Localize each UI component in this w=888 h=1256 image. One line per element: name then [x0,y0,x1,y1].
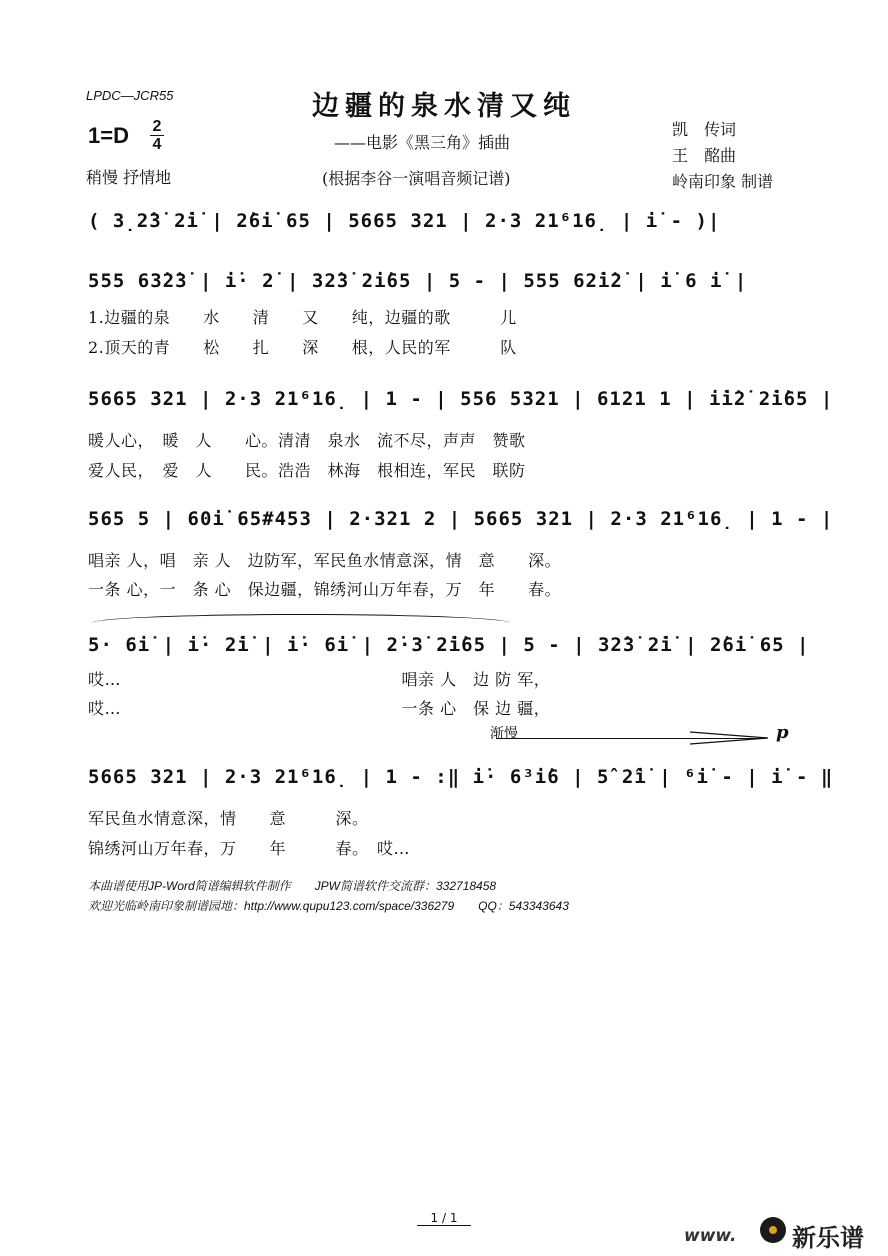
time-signature [150,118,164,153]
key-signature: 1=D [88,123,129,148]
time-denominator: 4 [152,136,162,153]
lyricist-credit: 凯 传词 [672,120,737,139]
lyric-line-5-verse-2: 哎… 一条 心 保 边 疆， [88,699,551,718]
lyric-line-2-verse-1: 1.边疆的泉 水 清 又 纯，边疆的歌 儿 [88,308,517,327]
time-numerator: 2 [152,118,162,135]
ritardando-marking: 渐慢 [490,726,518,742]
lyric-line-2-verse-2: 2.顶天的青 松 扎 深 根，人民的军 队 [88,338,517,357]
lyric-line-3-verse-1: 暖人心， 暖 人 心。清清 泉水 流不尽，声声 赞歌 [88,431,526,450]
lyric-line-4-verse-1: 唱亲 人，唱 亲 人 边防军，军民鱼水情意深，情 意 深。 [88,551,562,570]
tempo-marking: 稍慢 抒情地 [86,168,172,187]
decrescendo-hairpin [690,728,770,748]
staff-line-1: ( 3̣2̇3̇ 2̇i̇ | 2̇6i̇ 65 | 5665 321 | 2·3 21⁶16̣ | i̇ - )| [88,210,721,232]
footer-line-2: 欢迎光临岭南印象制谱园地：http://www.qupu123.com/space/336279 QQ：543343643 [88,899,569,913]
watermark-brand: 新乐谱 [792,1224,864,1252]
composer-credit: 王 酩曲 [672,146,737,165]
lyric-line-6-verse-1: 军民鱼水情意深，情 意 深。 [88,809,369,828]
staff-line-6: 5665 321 | 2·3 21⁶16̣ | 1 - :‖ i̇· 6³i̇6 | 5̂ 2̂i̇ | ⁶i̇ - | i̇ - ‖ [88,766,834,788]
score-code: LPDC—JCR55 [86,88,174,103]
lyric-line-4-verse-2: 一条 心，一 条 心 保边疆，锦绣河山万年春，万 年 春。 [88,580,562,599]
arranger-credit: 岭南印象 制谱 [672,172,774,191]
staff-line-2: 555 63̇2̇3̇ | i̇· 2̇ | 32̇3̇ 2i̇65 | 5 - | 555 62̇i̇2̇ | i̇ 6 i̇ | [88,270,748,292]
lyric-line-6-verse-2: 锦绣河山万年春，万 年 春。 哎… [88,839,411,858]
source-note: (根据李谷一演唱音频记谱) [322,169,511,188]
staff-line-3: 5665 321 | 2·3 21⁶16̣ | 1 - | 556 5321 | 6121 1 | i̇i̇2̇ 2̇i̇65 | [88,388,834,410]
watermark-url: www. [684,1226,737,1246]
page-number [0,1211,888,1225]
staff-line-5: 5· 6i̇ | i̇· 2̇i̇ | i̇· 6i̇ | 2̇·3̇ 2̇i̇65 | 5 - | 32̇3̇ 2̇i̇ | 2̇6i̇ 65 | [88,634,810,656]
staff-line-4: 565 5 | 60i̇ 65#453 | 2·321 2 | 5665 321 | 2·3 21⁶16̣ | 1 - | [88,508,834,530]
song-subtitle: ——电影《黑三角》插曲 [334,133,511,152]
page-number-text: 1 / 1 [417,1211,472,1226]
footer-line-1: 本曲谱使用JP-Word简谱编辑软件制作 JPW简谱软件交流群：332718458 [88,879,497,893]
long-slur [92,614,510,623]
vinyl-record-icon [760,1217,786,1243]
lyric-line-3-verse-2: 爱人民， 爱 人 民。浩浩 林海 根相连，军民 联防 [88,461,526,480]
song-title: 边疆的泉水清又纯 [312,91,576,122]
lyric-line-5-verse-1: 哎… 唱亲 人 边 防 军， [88,670,551,689]
dynamic-piano: p [776,722,789,743]
